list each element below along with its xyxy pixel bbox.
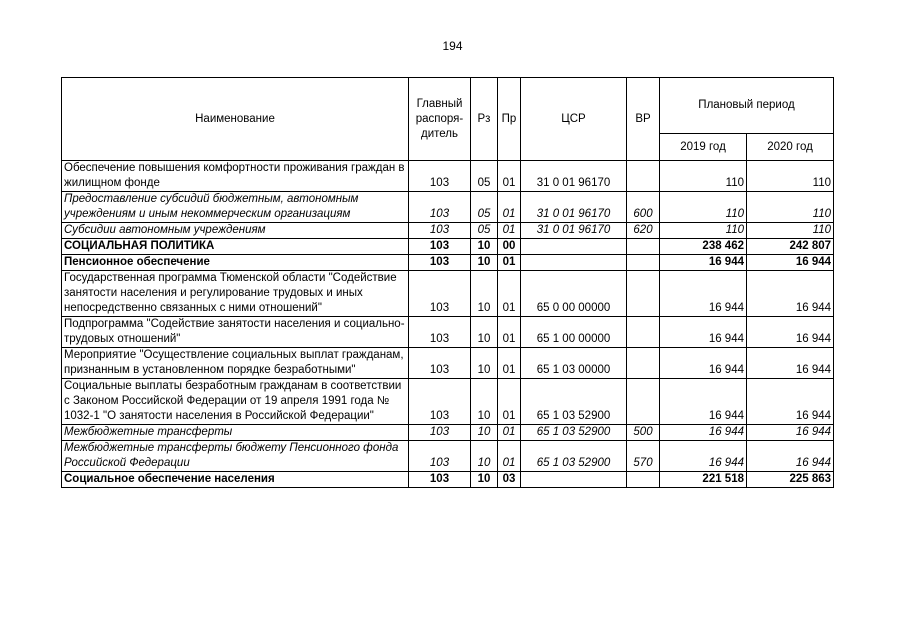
cell-csr: [521, 472, 627, 488]
cell-admin: 103: [409, 239, 471, 255]
header-admin-line-3: дитель: [421, 127, 458, 140]
cell-vr: [627, 348, 660, 379]
header-csr: ЦСР: [521, 78, 627, 161]
cell-pr: 03: [498, 472, 521, 488]
cell-name: Пенсионное обеспечение: [62, 255, 409, 271]
cell-2019: 16 944: [660, 441, 747, 472]
cell-2019: 16 944: [660, 348, 747, 379]
cell-csr: 31 0 01 96170: [521, 161, 627, 192]
cell-rz: 10: [471, 441, 498, 472]
cell-rz: 10: [471, 255, 498, 271]
cell-admin: 103: [409, 425, 471, 441]
cell-pr: 01: [498, 379, 521, 425]
cell-pr: 01: [498, 348, 521, 379]
header-pr: Пр: [498, 78, 521, 161]
cell-admin: 103: [409, 472, 471, 488]
cell-pr: 01: [498, 161, 521, 192]
cell-csr: [521, 255, 627, 271]
table-row: [62, 317, 834, 348]
cell-name: Подпрограмма "Содействие занятости населения и социально-трудовых отношений": [62, 317, 409, 348]
cell-admin: 103: [409, 441, 471, 472]
cell-2019: 110: [660, 161, 747, 192]
cell-2020: 242 807: [747, 239, 834, 255]
cell-2020: 110: [747, 223, 834, 239]
cell-2019: 238 462: [660, 239, 747, 255]
table-row: [62, 239, 834, 255]
table-row: [62, 161, 834, 192]
table-row: [62, 379, 834, 425]
table-row: [62, 441, 834, 472]
table-row: [62, 425, 834, 441]
header-year-2019: 2019 год: [660, 134, 747, 161]
header-year-2020: 2020 год: [747, 134, 834, 161]
header-rz: Рз: [471, 78, 498, 161]
cell-admin: 103: [409, 223, 471, 239]
cell-2019: 16 944: [660, 271, 747, 317]
page-number: 194: [442, 39, 463, 53]
cell-admin: 103: [409, 348, 471, 379]
header-admin: [409, 78, 471, 161]
cell-admin: 103: [409, 192, 471, 223]
cell-csr: 65 0 00 00000: [521, 271, 627, 317]
cell-name: Межбюджетные трансферты: [62, 425, 409, 441]
cell-2019: 221 518: [660, 472, 747, 488]
cell-csr: 65 1 03 00000: [521, 348, 627, 379]
table-row: [62, 348, 834, 379]
cell-2020: 16 944: [747, 425, 834, 441]
cell-admin: 103: [409, 271, 471, 317]
header-admin-line-1: Главный: [416, 97, 463, 110]
budget-table: [61, 77, 834, 488]
cell-csr: 31 0 01 96170: [521, 223, 627, 239]
cell-pr: 01: [498, 255, 521, 271]
cell-pr: 01: [498, 223, 521, 239]
cell-rz: 10: [471, 348, 498, 379]
cell-csr: 65 1 00 00000: [521, 317, 627, 348]
cell-rz: 05: [471, 161, 498, 192]
cell-2020: 16 944: [747, 255, 834, 271]
cell-vr: [627, 161, 660, 192]
cell-rz: 10: [471, 317, 498, 348]
cell-2020: 16 944: [747, 271, 834, 317]
cell-vr: 620: [627, 223, 660, 239]
cell-name: Мероприятие "Осуществление социальных выплат гражданам, признанным в установленном порядке безработными": [62, 348, 409, 379]
cell-pr: 01: [498, 271, 521, 317]
table-row: [62, 223, 834, 239]
cell-vr: 500: [627, 425, 660, 441]
cell-pr: 01: [498, 441, 521, 472]
cell-2020: 16 944: [747, 379, 834, 425]
cell-rz: 10: [471, 239, 498, 255]
table-row: [62, 271, 834, 317]
header-admin-line-2: распоря-: [415, 112, 464, 125]
table-body: [62, 161, 834, 488]
cell-pr: 01: [498, 192, 521, 223]
cell-vr: [627, 379, 660, 425]
cell-csr: 65 1 03 52900: [521, 441, 627, 472]
cell-admin: 103: [409, 317, 471, 348]
cell-csr: 31 0 01 96170: [521, 192, 627, 223]
cell-2019: 110: [660, 192, 747, 223]
cell-name: СОЦИАЛЬНАЯ ПОЛИТИКА: [62, 239, 409, 255]
cell-pr: 00: [498, 239, 521, 255]
cell-rz: 10: [471, 472, 498, 488]
cell-name: Предоставление субсидий бюджетным, автономным учреждениям и иным некоммерческим организациям: [62, 192, 409, 223]
cell-name: Социальное обеспечение населения: [62, 472, 409, 488]
header-planned-period: Плановый период: [660, 78, 834, 134]
header-vr: ВР: [627, 78, 660, 161]
cell-name: Субсидии автономным учреждениям: [62, 223, 409, 239]
cell-2019: 16 944: [660, 425, 747, 441]
cell-name: Социальные выплаты безработным гражданам в соответствии с Законом Российской Федерации от 19 апреля 1991 года № 1032-1 "О занятости населения в Российской Федерации": [62, 379, 409, 425]
cell-2020: 16 944: [747, 317, 834, 348]
cell-2020: 16 944: [747, 348, 834, 379]
cell-rz: 10: [471, 379, 498, 425]
cell-admin: 103: [409, 379, 471, 425]
cell-2019: 16 944: [660, 255, 747, 271]
cell-vr: [627, 271, 660, 317]
header-row-main: [62, 78, 834, 134]
cell-vr: [627, 317, 660, 348]
cell-2020: 16 944: [747, 441, 834, 472]
table-row: [62, 472, 834, 488]
table-row: [62, 255, 834, 271]
cell-name: Государственная программа Тюменской области "Содействие занятости населения и регулирование трудовых и иных непосредственно связанных с ними отношений": [62, 271, 409, 317]
cell-2019: 110: [660, 223, 747, 239]
cell-2019: 16 944: [660, 379, 747, 425]
cell-name: Межбюджетные трансферты бюджету Пенсионного фонда Российской Федерации: [62, 441, 409, 472]
cell-2020: 110: [747, 161, 834, 192]
table-row: [62, 192, 834, 223]
cell-rz: 10: [471, 425, 498, 441]
header-name: Наименование: [62, 78, 409, 161]
cell-vr: 570: [627, 441, 660, 472]
cell-csr: 65 1 03 52900: [521, 425, 627, 441]
cell-name: Обеспечение повышения комфортности проживания граждан в жилищном фонде: [62, 161, 409, 192]
cell-pr: 01: [498, 317, 521, 348]
cell-admin: 103: [409, 255, 471, 271]
cell-rz: 05: [471, 223, 498, 239]
cell-rz: 10: [471, 271, 498, 317]
cell-csr: 65 1 03 52900: [521, 379, 627, 425]
cell-rz: 05: [471, 192, 498, 223]
cell-vr: 600: [627, 192, 660, 223]
cell-admin: 103: [409, 161, 471, 192]
cell-vr: [627, 255, 660, 271]
cell-csr: [521, 239, 627, 255]
cell-pr: 01: [498, 425, 521, 441]
cell-2019: 16 944: [660, 317, 747, 348]
cell-vr: [627, 472, 660, 488]
cell-2020: 110: [747, 192, 834, 223]
cell-vr: [627, 239, 660, 255]
cell-2020: 225 863: [747, 472, 834, 488]
